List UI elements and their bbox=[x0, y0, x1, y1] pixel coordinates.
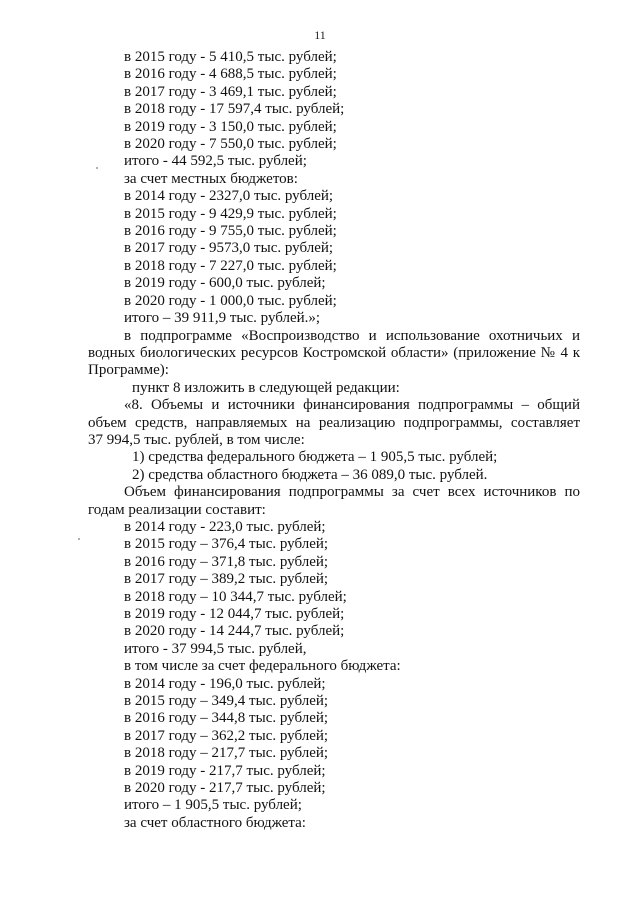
list-total: итого – 39 911,9 тыс. рублей.»; bbox=[124, 310, 321, 327]
subprogram-paragraph-line1: в подпрограмме «Воспроизводство и использование охотничьих и bbox=[124, 327, 580, 344]
point8-paragraph-line1: «8. Объемы и источники финансирования подпрограммы – общий bbox=[124, 397, 580, 414]
list-item: в 2014 году - 196,0 тыс. рублей; bbox=[124, 675, 326, 692]
list-subheading: в том числе за счет федерального бюджета: bbox=[124, 658, 401, 675]
list-item: в 2016 году - 4 688,5 тыс. рублей; bbox=[124, 66, 337, 83]
document-body bbox=[88, 49, 580, 832]
list-item: в 2018 году – 10 344,7 тыс. рублей; bbox=[124, 588, 347, 605]
list-item: в 2015 году - 5 410,5 тыс. рублей; bbox=[124, 49, 337, 65]
list-item: в 2016 году – 344,8 тыс. рублей; bbox=[124, 710, 329, 727]
list-item: в 2015 году - 9 429,9 тыс. рублей; bbox=[124, 205, 337, 222]
list-item: в 2015 году – 349,4 тыс. рублей; bbox=[124, 693, 329, 710]
list-item: в 2020 году - 217,7 тыс. рублей; bbox=[124, 780, 326, 797]
volume-paragraph-line1: Объем финансирования подпрограммы за счет всех источников по bbox=[124, 484, 580, 501]
list-item: в 2019 году - 3 150,0 тыс. рублей; bbox=[124, 118, 337, 135]
point8-paragraph-line2: объем средств, направляемых на реализацию подпрограммы, составляет bbox=[88, 414, 580, 431]
funding-item-regional: 2) средства областного бюджета – 36 089,0 тыс. рублей. bbox=[132, 466, 488, 483]
list-subheading: за счет местных бюджетов: bbox=[124, 170, 298, 187]
list-total: итого - 44 592,5 тыс. рублей; bbox=[124, 153, 307, 170]
point8-paragraph-line3: 37 994,5 тыс. рублей, в том числе: bbox=[88, 431, 305, 448]
list-item: в 2018 году - 7 227,0 тыс. рублей; bbox=[124, 257, 337, 274]
page-number: 11 bbox=[314, 28, 326, 42]
list-item: в 2017 году – 389,2 тыс. рублей; bbox=[124, 571, 329, 588]
list-item: в 2020 году - 1 000,0 тыс. рублей; bbox=[124, 292, 337, 309]
list-item: в 2017 году – 362,2 тыс. рублей; bbox=[124, 727, 329, 744]
list-item: в 2018 году - 17 597,4 тыс. рублей; bbox=[124, 101, 345, 118]
subprogram-paragraph-rest: водных биологических ресурсов Костромской области» (приложение № 4 к Программе): bbox=[88, 344, 580, 379]
list-item: в 2020 году - 7 550,0 тыс. рублей; bbox=[124, 136, 337, 153]
list-item: в 2019 году - 217,7 тыс. рублей; bbox=[124, 762, 326, 779]
list-item: в 2014 году - 2327,0 тыс. рублей; bbox=[124, 188, 334, 205]
list-item: в 2019 году - 600,0 тыс. рублей; bbox=[124, 275, 326, 292]
point8-instruction: пункт 8 изложить в следующей редакции: bbox=[132, 379, 400, 396]
list-item: в 2016 году – 371,8 тыс. рублей; bbox=[124, 553, 329, 570]
list-total: итого – 1 905,5 тыс. рублей; bbox=[124, 797, 302, 814]
list-item: в 2015 году – 376,4 тыс. рублей; bbox=[124, 536, 329, 553]
list-item: в 2020 году - 14 244,7 тыс. рублей; bbox=[124, 623, 345, 640]
list-item: в 2017 году - 9573,0 тыс. рублей; bbox=[124, 240, 334, 257]
scan-speck-2 bbox=[78, 538, 80, 540]
list-item: в 2018 году – 217,7 тыс. рублей; bbox=[124, 745, 329, 762]
funding-item-federal: 1) средства федерального бюджета – 1 905,5 тыс. рублей; bbox=[132, 449, 498, 466]
list-item: в 2019 году - 12 044,7 тыс. рублей; bbox=[124, 606, 345, 622]
volume-paragraph-rest: годам реализации составит: bbox=[88, 501, 266, 518]
list-item: в 2016 году - 9 755,0 тыс. рублей; bbox=[124, 223, 337, 240]
list-item: в 2014 году - 223,0 тыс. рублей; bbox=[124, 518, 326, 535]
list-total: итого - 37 994,5 тыс. рублей, bbox=[124, 640, 307, 657]
annual-financing-list-2 bbox=[88, 519, 580, 832]
annual-financing-list-1 bbox=[88, 49, 580, 328]
list-item: в 2017 году - 3 469,1 тыс. рублей; bbox=[124, 83, 337, 100]
list-subheading: за счет областного бюджета: bbox=[124, 814, 306, 831]
